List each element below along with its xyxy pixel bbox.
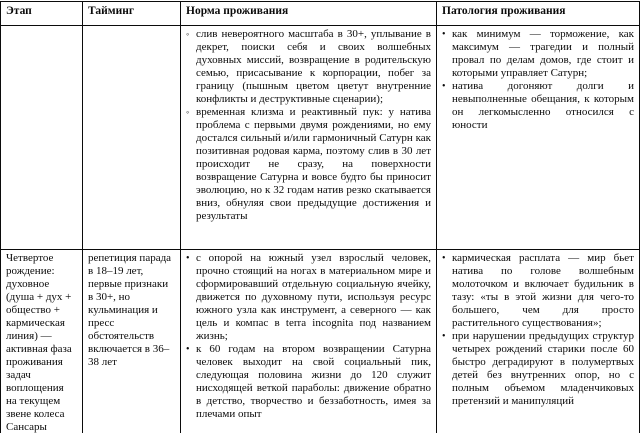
list-item-text: натива догоняют долги и невыполненные обещания, к которым он легкомысленно относился с юности xyxy=(452,80,634,131)
bullet-icon: • xyxy=(186,344,190,355)
list-item-text: при нарушении предыдущих структур четырех рождений старики после 60 быстро деградируют в полумертвых детей без внутренних опор, но с полным объемом младенчиковых претензий и манипуляций xyxy=(452,330,634,407)
norm-cell xyxy=(181,26,437,250)
list-item-text: к 60 годам на втором возвращении Сатурна человек выходит на свой социальный пик, следующая половина жизни до 120 служит нисходящей веткой параболы: движение обратно в детство, творчество и беззаботность, имея за плечами опыт xyxy=(196,343,431,420)
header-pathology: Патология проживания xyxy=(437,2,640,26)
list-item xyxy=(442,80,634,132)
list-item xyxy=(186,252,431,343)
bullet-icon: • xyxy=(186,253,190,264)
list-item xyxy=(186,343,431,421)
list-item xyxy=(442,252,634,330)
timing-cell-empty xyxy=(83,26,181,250)
bullet-icon: • xyxy=(442,331,446,342)
timing-cell: репетиция парада в 18–19 лет, первые признаки в 30+, но кульминация и пресс обстоятельств включается в 36–38 лет xyxy=(83,250,181,433)
header-norm: Норма проживания xyxy=(181,2,437,26)
list-item xyxy=(186,28,431,106)
stage-cell: Четвертое рождение: духовное (душа + дух + общество + кармическая линия) — активная фаза проживания задач воплощения на текущем звене колеса Сансары xyxy=(1,250,83,433)
bullet-icon: • xyxy=(442,29,446,40)
list-item xyxy=(186,106,431,223)
stage-cell-empty xyxy=(1,26,83,250)
bullet-icon: • xyxy=(442,253,446,264)
pathology-cell xyxy=(437,250,640,433)
list-item-text: кармическая расплата — мир бьет натива по голове волшебным молоточком и включает будильник в тазу: «ты в этой жизни для чего-то большего, чем для просто растительного существования»; xyxy=(452,252,634,329)
list-item-text: временная клизма и реактивный пук: у натива проблема с первыми двумя рождениями, но ему достался сильный и/или гармоничный Сатурн как позитивная родовая карма, поэтому слив в 30 лет происходит не сразу, на поверхности возвращение Сатурна и вовсе будто бы приносит эволюцию, но к 32 годам натив резко скатывается вниз, обнуляя свои предыдущие достижения и результаты xyxy=(196,106,431,222)
pathology-cell xyxy=(437,26,640,250)
table-row xyxy=(1,250,640,433)
header-timing: Тайминг xyxy=(83,2,181,26)
list-item xyxy=(442,330,634,408)
norm-cell xyxy=(181,250,437,433)
header-stage: Этап xyxy=(1,2,83,26)
bullet-icon: • xyxy=(442,81,446,92)
list-item-text: слив невероятного масштаба в 30+, уплывание в декрет, поиски себя и своих волшебных духовных миссий, возвращение в родительскую семью, присасывание к корпорации, побег за границу (пышным цветом цветут внутренние конфликты и деструктивные сценарии); xyxy=(196,28,431,105)
bullet-icon: ◦ xyxy=(186,29,190,39)
list-item xyxy=(442,28,634,80)
table-row xyxy=(1,26,640,250)
birth-stages-table xyxy=(0,1,640,433)
list-item-text: с опорой на южный узел взрослый человек, прочно стоящий на ногах в материальном мире и сформировавший отдельную социальную ячейку, движется по духовному пути, используя ресурс южного узла как инструмент, а северного — как цель и компас в terra incognita под названием жизнь; xyxy=(196,252,431,342)
table-header-row xyxy=(1,2,640,26)
list-item-text: как минимум — торможение, как максимум — трагедии и полный провал по делам домов, где стоит и которыми управляет Сатурн; xyxy=(452,28,634,79)
bullet-icon: ◦ xyxy=(186,107,190,117)
